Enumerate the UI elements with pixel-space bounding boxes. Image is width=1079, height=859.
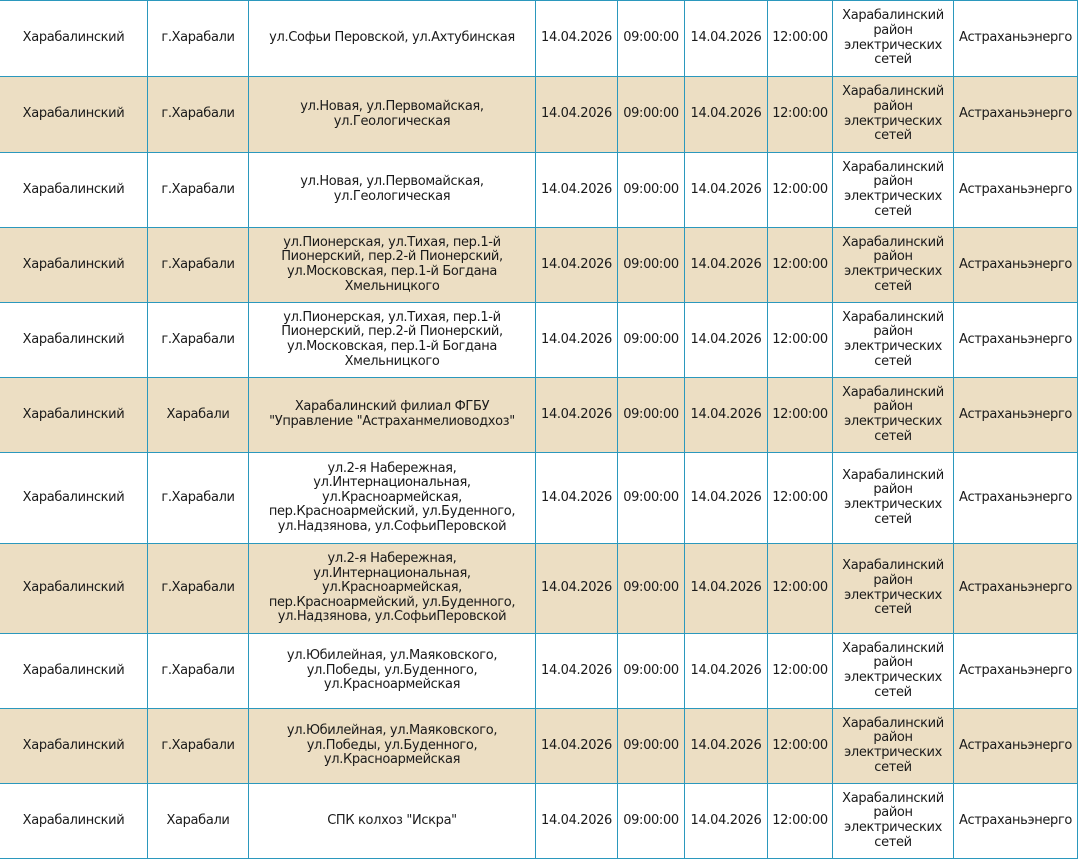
end-date-cell: 14.04.2026	[685, 378, 768, 453]
district-cell: Харабалинский	[0, 453, 148, 544]
start-date-cell: 14.04.2026	[536, 453, 618, 544]
company-cell: Астраханьэнерго	[954, 378, 1078, 453]
address-cell: ул.Пионерская, ул.Тихая, пер.1-й Пионерский, пер.2-й Пионерский, ул.Московская, пер.1-й Богдана Хмельницкого	[249, 228, 536, 303]
table-row	[0, 784, 1078, 859]
start-date-cell: 14.04.2026	[536, 1, 618, 77]
locality-cell: г.Харабали	[148, 77, 249, 153]
end-time-cell: 12:00:00	[768, 153, 833, 228]
address-cell: СПК колхоз "Искра"	[249, 784, 536, 859]
district-cell: Харабалинский	[0, 153, 148, 228]
start-date-cell: 14.04.2026	[536, 544, 618, 634]
end-time-cell: 12:00:00	[768, 634, 833, 709]
network-cell: Харабалинский район электрических сетей	[833, 1, 954, 77]
end-time-cell: 12:00:00	[768, 303, 833, 378]
network-cell: Харабалинский район электрических сетей	[833, 709, 954, 784]
table-row	[0, 544, 1078, 634]
end-time-cell: 12:00:00	[768, 378, 833, 453]
network-cell: Харабалинский район электрических сетей	[833, 228, 954, 303]
address-cell: ул.Новая, ул.Первомайская, ул.Геологическая	[249, 153, 536, 228]
end-date-cell: 14.04.2026	[685, 634, 768, 709]
company-cell: Астраханьэнерго	[954, 1, 1078, 77]
end-date-cell: 14.04.2026	[685, 303, 768, 378]
table-row	[0, 228, 1078, 303]
start-time-cell: 09:00:00	[618, 303, 685, 378]
address-cell: ул.Новая, ул.Первомайская, ул.Геологическая	[249, 77, 536, 153]
end-time-cell: 12:00:00	[768, 77, 833, 153]
end-date-cell: 14.04.2026	[685, 453, 768, 544]
address-cell: ул.Софьи Перовской, ул.Ахтубинская	[249, 1, 536, 77]
district-cell: Харабалинский	[0, 378, 148, 453]
end-date-cell: 14.04.2026	[685, 1, 768, 77]
table-row	[0, 378, 1078, 453]
table-row	[0, 709, 1078, 784]
company-cell: Астраханьэнерго	[954, 709, 1078, 784]
district-cell: Харабалинский	[0, 544, 148, 634]
network-cell: Харабалинский район электрических сетей	[833, 784, 954, 859]
network-cell: Харабалинский район электрических сетей	[833, 453, 954, 544]
address-cell: ул.2-я Набережная, ул.Интернациональная, ул.Красноармейская, пер.Красноармейский, ул.Буденного, ул.Надзянова, ул.СофьиПеровской	[249, 544, 536, 634]
company-cell: Астраханьэнерго	[954, 544, 1078, 634]
start-time-cell: 09:00:00	[618, 228, 685, 303]
locality-cell: г.Харабали	[148, 153, 249, 228]
locality-cell: г.Харабали	[148, 453, 249, 544]
network-cell: Харабалинский район электрических сетей	[833, 77, 954, 153]
district-cell: Харабалинский	[0, 709, 148, 784]
start-date-cell: 14.04.2026	[536, 378, 618, 453]
locality-cell: Харабали	[148, 378, 249, 453]
end-date-cell: 14.04.2026	[685, 153, 768, 228]
start-time-cell: 09:00:00	[618, 453, 685, 544]
end-date-cell: 14.04.2026	[685, 77, 768, 153]
start-date-cell: 14.04.2026	[536, 709, 618, 784]
start-time-cell: 09:00:00	[618, 784, 685, 859]
company-cell: Астраханьэнерго	[954, 453, 1078, 544]
address-cell: Харабалинский филиал ФГБУ "Управление "Астраханмелиоводхоз"	[249, 378, 536, 453]
start-time-cell: 09:00:00	[618, 153, 685, 228]
company-cell: Астраханьэнерго	[954, 634, 1078, 709]
locality-cell: г.Харабали	[148, 709, 249, 784]
start-time-cell: 09:00:00	[618, 544, 685, 634]
table-row	[0, 634, 1078, 709]
end-date-cell: 14.04.2026	[685, 784, 768, 859]
company-cell: Астраханьэнерго	[954, 153, 1078, 228]
network-cell: Харабалинский район электрических сетей	[833, 634, 954, 709]
district-cell: Харабалинский	[0, 1, 148, 77]
table-body	[0, 1, 1078, 859]
district-cell: Харабалинский	[0, 77, 148, 153]
end-time-cell: 12:00:00	[768, 228, 833, 303]
start-date-cell: 14.04.2026	[536, 153, 618, 228]
address-cell: ул.Юбилейная, ул.Маяковского, ул.Победы, ул.Буденного, ул.Красноармейская	[249, 634, 536, 709]
company-cell: Астраханьэнерго	[954, 228, 1078, 303]
network-cell: Харабалинский район электрических сетей	[833, 153, 954, 228]
end-time-cell: 12:00:00	[768, 709, 833, 784]
district-cell: Харабалинский	[0, 634, 148, 709]
table-row	[0, 1, 1078, 77]
end-time-cell: 12:00:00	[768, 453, 833, 544]
network-cell: Харабалинский район электрических сетей	[833, 378, 954, 453]
table-row	[0, 153, 1078, 228]
locality-cell: Харабали	[148, 784, 249, 859]
address-cell: ул.Юбилейная, ул.Маяковского, ул.Победы, ул.Буденного, ул.Красноармейская	[249, 709, 536, 784]
end-date-cell: 14.04.2026	[685, 544, 768, 634]
start-date-cell: 14.04.2026	[536, 77, 618, 153]
end-time-cell: 12:00:00	[768, 784, 833, 859]
start-time-cell: 09:00:00	[618, 77, 685, 153]
table-row	[0, 453, 1078, 544]
address-cell: ул.Пионерская, ул.Тихая, пер.1-й Пионерский, пер.2-й Пионерский, ул.Московская, пер.1-й Богдана Хмельницкого	[249, 303, 536, 378]
address-cell: ул.2-я Набережная, ул.Интернациональная, ул.Красноармейская, пер.Красноармейский, ул.Буденного, ул.Надзянова, ул.СофьиПеровской	[249, 453, 536, 544]
start-time-cell: 09:00:00	[618, 634, 685, 709]
company-cell: Астраханьэнерго	[954, 77, 1078, 153]
network-cell: Харабалинский район электрических сетей	[833, 303, 954, 378]
locality-cell: г.Харабали	[148, 228, 249, 303]
company-cell: Астраханьэнерго	[954, 303, 1078, 378]
locality-cell: г.Харабали	[148, 544, 249, 634]
start-date-cell: 14.04.2026	[536, 228, 618, 303]
end-time-cell: 12:00:00	[768, 1, 833, 77]
start-time-cell: 09:00:00	[618, 378, 685, 453]
end-time-cell: 12:00:00	[768, 544, 833, 634]
table-row	[0, 303, 1078, 378]
start-date-cell: 14.04.2026	[536, 784, 618, 859]
district-cell: Харабалинский	[0, 228, 148, 303]
district-cell: Харабалинский	[0, 303, 148, 378]
start-time-cell: 09:00:00	[618, 1, 685, 77]
start-time-cell: 09:00:00	[618, 709, 685, 784]
end-date-cell: 14.04.2026	[685, 228, 768, 303]
locality-cell: г.Харабали	[148, 634, 249, 709]
locality-cell: г.Харабали	[148, 1, 249, 77]
start-date-cell: 14.04.2026	[536, 634, 618, 709]
start-date-cell: 14.04.2026	[536, 303, 618, 378]
table-row	[0, 77, 1078, 153]
network-cell: Харабалинский район электрических сетей	[833, 544, 954, 634]
end-date-cell: 14.04.2026	[685, 709, 768, 784]
locality-cell: г.Харабали	[148, 303, 249, 378]
company-cell: Астраханьэнерго	[954, 784, 1078, 859]
district-cell: Харабалинский	[0, 784, 148, 859]
